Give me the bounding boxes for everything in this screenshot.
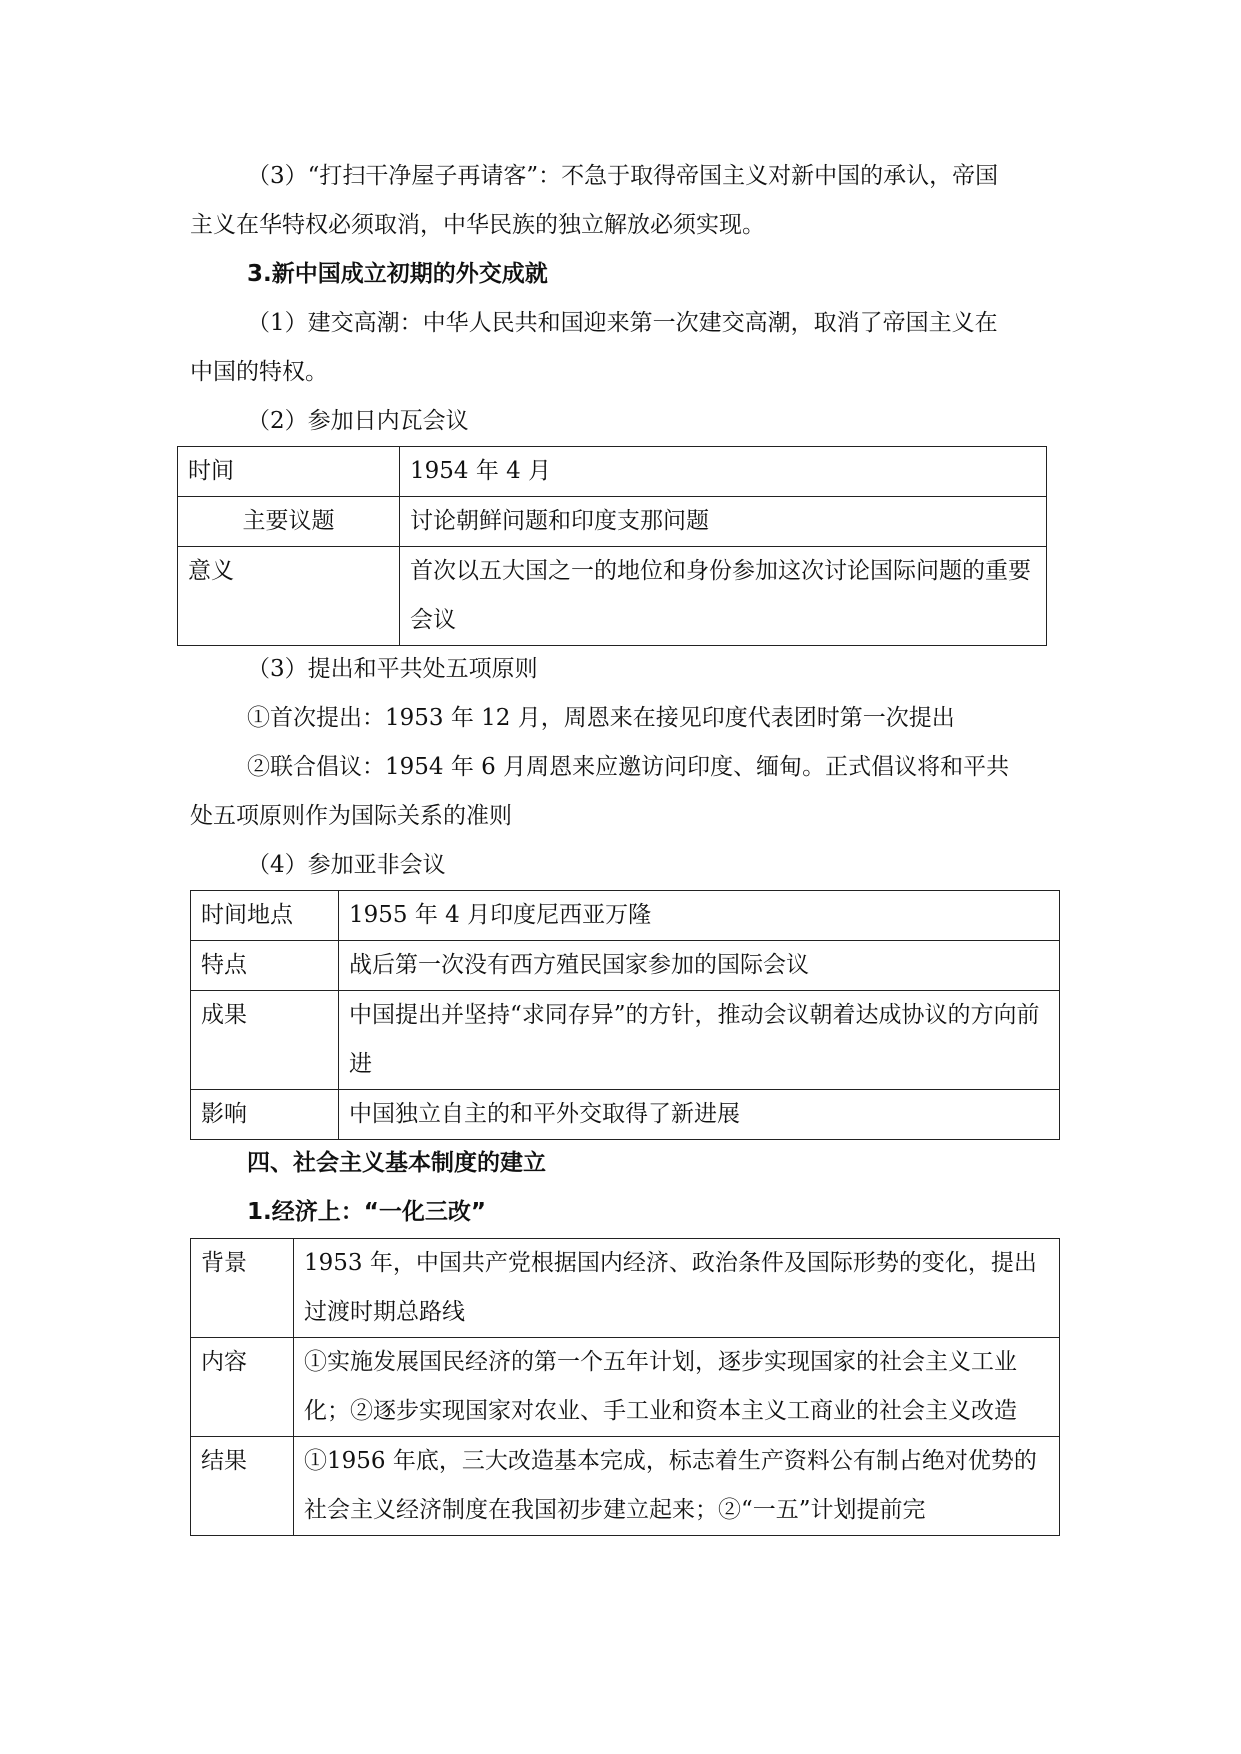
- table-row: [178, 547, 1047, 646]
- table-value: 中国提出并坚持“求同存异”的方针，推动会议朝着达成协议的方向前进: [339, 991, 1060, 1090]
- table-label: 时间: [178, 447, 400, 497]
- table-row: [178, 447, 1047, 497]
- table-value: ①1956 年底，三大改造基本完成，标志着生产资料公有制占绝对优势的社会主义经济制度在我国初步建立起来；②“一五”计划提前完: [294, 1437, 1060, 1536]
- table-row: [191, 1437, 1060, 1536]
- table-value: 讨论朝鲜问题和印度支那问题: [400, 497, 1047, 547]
- geneva-table: [177, 446, 1047, 646]
- table-value: 1955 年 4 月印度尼西亚万隆: [339, 891, 1060, 941]
- text-line: ②联合倡议：1954 年 6 月周恩来应邀访问印度、缅甸。正式倡议将和平共: [247, 754, 1010, 780]
- paragraph-clean-house: [190, 152, 1060, 250]
- table-value: 1953 年，中国共产党根据国内经济、政治条件及国际形势的变化，提出过渡时期总路线: [294, 1239, 1060, 1338]
- paragraph-bandung: （4）参加亚非会议: [247, 852, 446, 878]
- table-row: [191, 991, 1060, 1090]
- table-value: 首次以五大国之一的地位和身份参加这次讨论国际问题的重要会议: [400, 547, 1047, 646]
- text-line: 处五项原则作为国际关系的准则: [190, 803, 512, 829]
- table-label: 影响: [191, 1090, 339, 1140]
- text-line: （1）建交高潮：中华人民共和国迎来第一次建交高潮，取消了帝国主义在: [247, 310, 998, 336]
- paragraph-geneva: （2）参加日内瓦会议: [247, 408, 469, 434]
- table-row: [191, 891, 1060, 941]
- table-label: 意义: [178, 547, 400, 646]
- table-label: 时间地点: [191, 891, 339, 941]
- text-line: 中国的特权。: [190, 359, 328, 385]
- table-value: ①实施发展国民经济的第一个五年计划，逐步实现国家的社会主义工业化；②逐步实现国家对农业、手工业和资本主义工商业的社会主义改造: [294, 1338, 1060, 1437]
- subheading-economy: 1.经济上：“一化三改”: [247, 1199, 486, 1225]
- paragraph-five-principles: （3）提出和平共处五项原则: [247, 656, 538, 682]
- section-heading-diplomacy: 3.新中国成立初期的外交成就: [247, 261, 548, 287]
- economy-table: [190, 1238, 1060, 1536]
- paragraph-diplomatic-wave: [190, 299, 1060, 397]
- table-value: 1954 年 4 月: [400, 447, 1047, 497]
- table-label: 成果: [191, 991, 339, 1090]
- table-row: [178, 497, 1047, 547]
- table-value: 中国独立自主的和平外交取得了新进展: [339, 1090, 1060, 1140]
- table-row: [191, 941, 1060, 991]
- table-row: [191, 1239, 1060, 1338]
- table-label: 背景: [191, 1239, 294, 1338]
- table-row: [191, 1338, 1060, 1437]
- table-label: 结果: [191, 1437, 294, 1536]
- section-heading-socialist-system: 四、社会主义基本制度的建立: [247, 1150, 546, 1176]
- paragraph-first-proposed: ①首次提出：1953 年 12 月，周恩来在接见印度代表团时第一次提出: [247, 705, 955, 731]
- paragraph-joint-proposal: [190, 743, 1060, 841]
- table-value: 战后第一次没有西方殖民国家参加的国际会议: [339, 941, 1060, 991]
- table-label: 内容: [191, 1338, 294, 1437]
- bandung-table: [190, 890, 1060, 1140]
- text-line: 主义在华特权必须取消，中华民族的独立解放必须实现。: [190, 212, 765, 238]
- table-label: 主要议题: [178, 497, 400, 547]
- table-row: [191, 1090, 1060, 1140]
- table-label: 特点: [191, 941, 339, 991]
- text-line: （3）“打扫干净屋子再请客”：不急于取得帝国主义对新中国的承认，帝国: [247, 163, 999, 189]
